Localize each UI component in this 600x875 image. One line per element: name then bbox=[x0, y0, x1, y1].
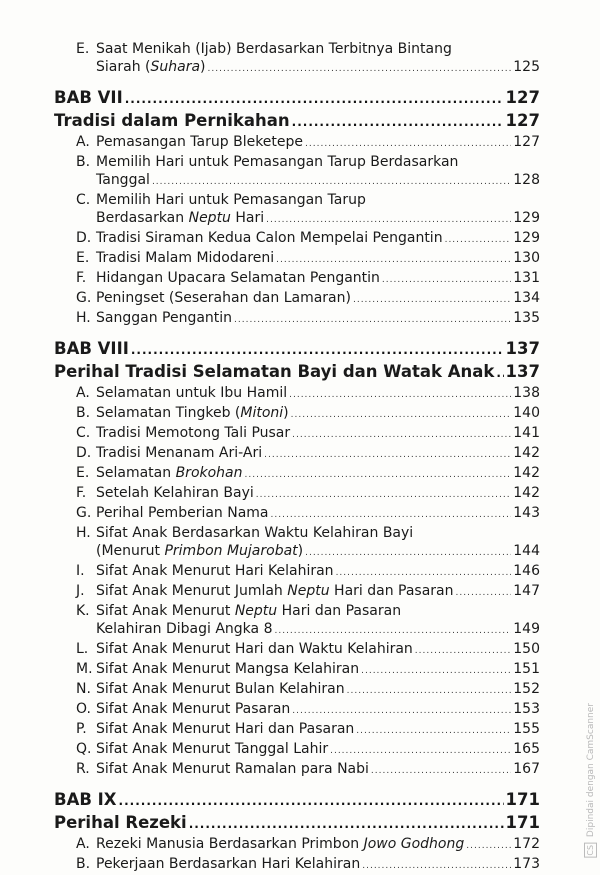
page-number: 137 bbox=[505, 339, 540, 358]
toc-item-line bbox=[96, 855, 540, 875]
toc-item[interactable] bbox=[0, 309, 600, 329]
item-title: Setelah Kelahiran Bayi bbox=[96, 485, 254, 501]
toc-chapter-heading[interactable] bbox=[54, 812, 540, 835]
item-letter: L. bbox=[76, 641, 89, 657]
toc-item-line bbox=[96, 384, 540, 404]
page-number: 146 bbox=[513, 563, 540, 579]
page-number: 125 bbox=[513, 59, 540, 75]
toc-item-line bbox=[96, 660, 540, 680]
item-title: Siarah (Suhara) bbox=[96, 59, 206, 75]
chapter-title: Perihal Tradisi Selamatan Bayi dan Watak Anak bbox=[54, 362, 495, 381]
page-number: 144 bbox=[513, 543, 540, 559]
page-number: 130 bbox=[513, 250, 540, 266]
toc-item-line bbox=[96, 720, 540, 740]
toc-item[interactable] bbox=[0, 740, 600, 760]
item-title: Sifat Anak Menurut Bulan Kelahiran bbox=[96, 681, 345, 697]
item-title: Pemasangan Tarup Bleketepe bbox=[96, 134, 304, 150]
page-number: 129 bbox=[513, 210, 540, 226]
item-title: Sifat Anak Berdasarkan Waktu Kelahiran Bayi bbox=[96, 525, 414, 541]
page-number: 155 bbox=[513, 721, 540, 737]
toc-item[interactable] bbox=[0, 249, 600, 269]
page-number: 167 bbox=[513, 761, 540, 777]
page-number: 165 bbox=[513, 741, 540, 757]
toc-item[interactable] bbox=[0, 855, 600, 875]
toc-item[interactable] bbox=[0, 720, 600, 740]
page-number: 171 bbox=[505, 790, 540, 809]
page-number: 140 bbox=[513, 405, 540, 421]
page-number: 149 bbox=[513, 621, 540, 637]
page-number: 138 bbox=[513, 385, 540, 401]
toc-item-line bbox=[96, 289, 540, 309]
page-number: 141 bbox=[513, 425, 540, 441]
toc-item-line bbox=[96, 680, 540, 700]
item-title: Tradisi Malam Midodareni bbox=[96, 250, 275, 266]
dot-leader bbox=[415, 642, 511, 660]
toc-item-line bbox=[96, 562, 540, 582]
item-letter: H. bbox=[76, 525, 91, 541]
item-title: Tradisi Siraman Kedua Calon Mempelai Pengantin bbox=[96, 230, 443, 246]
item-title: Hidangan Upacara Selamatan Pengantin bbox=[96, 270, 380, 286]
dot-leader bbox=[361, 662, 511, 680]
dot-leader bbox=[362, 857, 511, 875]
dot-leader bbox=[330, 742, 511, 760]
dot-leader bbox=[264, 446, 511, 464]
dot-leader bbox=[289, 386, 511, 404]
item-title: Saat Menikah (Ijab) Berdasarkan Terbitnya Bintang bbox=[96, 41, 452, 57]
item-title: Sifat Anak Menurut Jumlah Neptu Hari dan Pasaran bbox=[96, 583, 454, 599]
item-letter: D. bbox=[76, 230, 92, 246]
section-gap bbox=[0, 329, 600, 338]
dot-leader bbox=[266, 211, 511, 229]
toc-item[interactable] bbox=[0, 835, 600, 855]
toc-item-line bbox=[96, 58, 540, 78]
toc-item[interactable] bbox=[0, 660, 600, 680]
chapter-title: Perihal Rezeki bbox=[54, 813, 187, 832]
toc-item-line bbox=[96, 249, 540, 269]
page-number: 172 bbox=[513, 836, 540, 852]
toc-item[interactable] bbox=[0, 404, 600, 424]
dot-leader bbox=[208, 60, 512, 78]
dot-leader bbox=[152, 173, 511, 191]
page-number: 142 bbox=[513, 465, 540, 481]
toc-item-line bbox=[96, 404, 540, 424]
item-title: Selamatan Tingkeb (Mitoni) bbox=[96, 405, 289, 421]
toc-item[interactable] bbox=[0, 760, 600, 780]
item-letter: I. bbox=[76, 563, 85, 579]
dot-leader bbox=[271, 506, 512, 524]
toc-chapter-heading[interactable] bbox=[54, 789, 540, 812]
toc-item[interactable] bbox=[0, 582, 600, 602]
item-title: Sifat Anak Menurut Ramalan para Nabi bbox=[96, 761, 369, 777]
toc-item-line bbox=[96, 464, 540, 484]
toc-item[interactable] bbox=[0, 133, 600, 153]
item-letter: B. bbox=[76, 154, 91, 170]
toc-item[interactable] bbox=[0, 504, 600, 524]
item-letter: E. bbox=[76, 41, 90, 57]
camscanner-icon: CS bbox=[586, 845, 595, 856]
page-number: 137 bbox=[505, 362, 540, 381]
toc-item-line bbox=[96, 582, 540, 602]
page-number: 171 bbox=[505, 813, 540, 832]
toc-chapter-heading[interactable] bbox=[54, 87, 540, 110]
toc-item[interactable] bbox=[0, 464, 600, 484]
dot-leader bbox=[245, 466, 512, 484]
item-title: Tradisi Memotong Tali Pusar bbox=[96, 425, 291, 441]
scanner-watermark bbox=[586, 703, 596, 858]
item-title: (Menurut Primbon Mujarobat) bbox=[96, 543, 304, 559]
item-letter: G. bbox=[76, 290, 92, 306]
item-letter: F. bbox=[76, 270, 87, 286]
toc-item[interactable] bbox=[0, 444, 600, 464]
toc-item[interactable] bbox=[0, 153, 600, 191]
item-title: Sifat Anak Menurut Hari dan Waktu Kelahiran bbox=[96, 641, 413, 657]
item-title: Sifat Anak Menurut Mangsa Kelahiran bbox=[96, 661, 360, 677]
item-letter: C. bbox=[76, 192, 91, 208]
dot-leader bbox=[356, 722, 511, 740]
toc-item[interactable] bbox=[0, 289, 600, 309]
toc-item-line bbox=[96, 229, 540, 249]
toc-item-line bbox=[96, 740, 540, 760]
toc-item[interactable] bbox=[0, 424, 600, 444]
dot-leader bbox=[256, 486, 512, 504]
item-letter: H. bbox=[76, 310, 91, 326]
item-letter: D. bbox=[76, 445, 92, 461]
item-letter: E. bbox=[76, 250, 90, 266]
item-title: Sifat Anak Menurut Hari dan Pasaran bbox=[96, 721, 355, 737]
dot-leader bbox=[131, 339, 504, 361]
item-title: Tanggal bbox=[96, 172, 150, 188]
page-number: 150 bbox=[513, 641, 540, 657]
chapter-title: BAB VIII bbox=[54, 339, 129, 358]
item-letter: R. bbox=[76, 761, 90, 777]
item-title: Berdasarkan Neptu Hari bbox=[96, 210, 265, 226]
toc-item[interactable] bbox=[0, 269, 600, 289]
toc-item-line bbox=[96, 269, 540, 289]
page-number: 135 bbox=[513, 310, 540, 326]
item-title: Rezeki Manusia Berdasarkan Primbon Jowo Godhong bbox=[96, 836, 465, 852]
page-number: 127 bbox=[505, 111, 540, 130]
toc-item-line bbox=[96, 444, 540, 464]
page-number: 151 bbox=[513, 661, 540, 677]
dot-leader bbox=[234, 311, 511, 329]
toc-item-line bbox=[96, 40, 540, 58]
item-letter: A. bbox=[76, 385, 90, 401]
toc-item-line bbox=[96, 209, 540, 229]
dot-leader bbox=[274, 622, 511, 640]
page-number: 142 bbox=[513, 445, 540, 461]
item-title: Sifat Anak Menurut Neptu Hari dan Pasaran bbox=[96, 603, 402, 619]
item-title: Sanggan Pengantin bbox=[96, 310, 233, 326]
item-title: Memilih Hari untuk Pemasangan Tarup bbox=[96, 192, 366, 208]
page-number: 152 bbox=[513, 681, 540, 697]
dot-leader bbox=[353, 291, 511, 309]
item-letter: N. bbox=[76, 681, 91, 697]
item-title: Sifat Anak Menurut Hari Kelahiran bbox=[96, 563, 334, 579]
item-letter: P. bbox=[76, 721, 87, 737]
item-letter: E. bbox=[76, 465, 90, 481]
item-letter: J. bbox=[76, 583, 85, 599]
toc-item-line bbox=[96, 504, 540, 524]
item-title: Memilih Hari untuk Pemasangan Tarup Berdasarkan bbox=[96, 154, 459, 170]
page-number: 143 bbox=[513, 505, 540, 521]
item-letter: C. bbox=[76, 425, 91, 441]
toc-item-line bbox=[96, 542, 540, 562]
item-letter: G. bbox=[76, 505, 92, 521]
dot-leader bbox=[292, 702, 511, 720]
page-number: 131 bbox=[513, 270, 540, 286]
toc-item[interactable] bbox=[0, 229, 600, 249]
item-letter: B. bbox=[76, 405, 91, 421]
chapter-title: BAB VII bbox=[54, 88, 123, 107]
item-letter: F. bbox=[76, 485, 87, 501]
toc-chapter-heading[interactable] bbox=[54, 338, 540, 361]
item-letter: Q. bbox=[76, 741, 92, 757]
toc-item-line bbox=[96, 524, 540, 542]
item-letter: K. bbox=[76, 603, 90, 619]
chapter-title: Tradisi dalam Pernikahan bbox=[54, 111, 290, 130]
page-number: 153 bbox=[513, 701, 540, 717]
toc-item-line bbox=[96, 424, 540, 444]
toc-item-line bbox=[96, 484, 540, 504]
dot-leader bbox=[382, 271, 511, 289]
dot-leader bbox=[445, 231, 512, 249]
item-letter: A. bbox=[76, 836, 90, 852]
page-number: 142 bbox=[513, 485, 540, 501]
toc-chapter-heading[interactable] bbox=[54, 361, 540, 384]
toc-item[interactable] bbox=[0, 700, 600, 720]
item-title: Selamatan untuk Ibu Hamil bbox=[96, 385, 288, 401]
toc-item[interactable] bbox=[0, 680, 600, 700]
item-title: Peningset (Seserahan dan Lamaran) bbox=[96, 290, 351, 306]
item-title: Selamatan Brokohan bbox=[96, 465, 243, 481]
item-letter: B. bbox=[76, 856, 91, 872]
toc-item[interactable] bbox=[0, 562, 600, 582]
page-number: 147 bbox=[513, 583, 540, 599]
dot-leader bbox=[371, 762, 511, 780]
toc-item-line bbox=[96, 620, 540, 640]
toc-item-line bbox=[96, 700, 540, 720]
item-letter: M. bbox=[76, 661, 93, 677]
dot-leader bbox=[291, 406, 512, 424]
item-title: Tradisi Menanam Ari-Ari bbox=[96, 445, 263, 461]
section-gap bbox=[0, 78, 600, 87]
item-title: Sifat Anak Menurut Pasaran bbox=[96, 701, 291, 717]
toc-item-line bbox=[96, 133, 540, 153]
toc-item-line bbox=[96, 153, 540, 171]
toc-item-line bbox=[96, 640, 540, 660]
item-title: Sifat Anak Menurut Tanggal Lahir bbox=[96, 741, 329, 757]
dot-leader bbox=[347, 682, 512, 700]
toc-item-line bbox=[96, 191, 540, 209]
dot-leader bbox=[305, 544, 511, 562]
toc-item[interactable] bbox=[0, 602, 600, 640]
dot-leader bbox=[336, 564, 512, 582]
toc-item[interactable] bbox=[0, 40, 600, 78]
page-number: 128 bbox=[513, 172, 540, 188]
item-letter: O. bbox=[76, 701, 91, 717]
dot-leader bbox=[189, 813, 504, 835]
toc-item[interactable] bbox=[0, 191, 600, 229]
toc-chapter-heading[interactable] bbox=[54, 110, 540, 133]
item-letter: A. bbox=[76, 134, 90, 150]
toc-item-line bbox=[96, 602, 540, 620]
toc-item[interactable] bbox=[0, 384, 600, 404]
toc-item-line bbox=[96, 171, 540, 191]
item-title: Perihal Pemberian Nama bbox=[96, 505, 269, 521]
page-number: 127 bbox=[513, 134, 540, 150]
dot-leader bbox=[305, 135, 511, 153]
page-number: 127 bbox=[505, 88, 540, 107]
dot-leader bbox=[119, 790, 504, 812]
toc-item[interactable] bbox=[0, 524, 600, 562]
item-title: Kelahiran Dibagi Angka 8 bbox=[96, 621, 273, 637]
dot-leader bbox=[292, 426, 511, 444]
page-number: 134 bbox=[513, 290, 540, 306]
item-title: Pekerjaan Berdasarkan Hari Kelahiran bbox=[96, 856, 361, 872]
chapter-title: BAB IX bbox=[54, 790, 117, 809]
watermark-text: Dipindai dengan CamScanner bbox=[586, 703, 596, 838]
toc-item[interactable] bbox=[0, 640, 600, 660]
dot-leader bbox=[466, 837, 511, 855]
section-gap bbox=[0, 780, 600, 789]
dot-leader bbox=[496, 362, 503, 384]
dot-leader bbox=[276, 251, 511, 269]
dot-leader bbox=[292, 111, 504, 133]
toc-item[interactable] bbox=[0, 484, 600, 504]
toc-item-line bbox=[96, 309, 540, 329]
toc-item-line bbox=[96, 835, 540, 855]
dot-leader bbox=[125, 88, 504, 110]
page-number: 173 bbox=[513, 856, 540, 872]
page-number: 129 bbox=[513, 230, 540, 246]
dot-leader bbox=[456, 584, 512, 602]
toc-item-line bbox=[96, 760, 540, 780]
